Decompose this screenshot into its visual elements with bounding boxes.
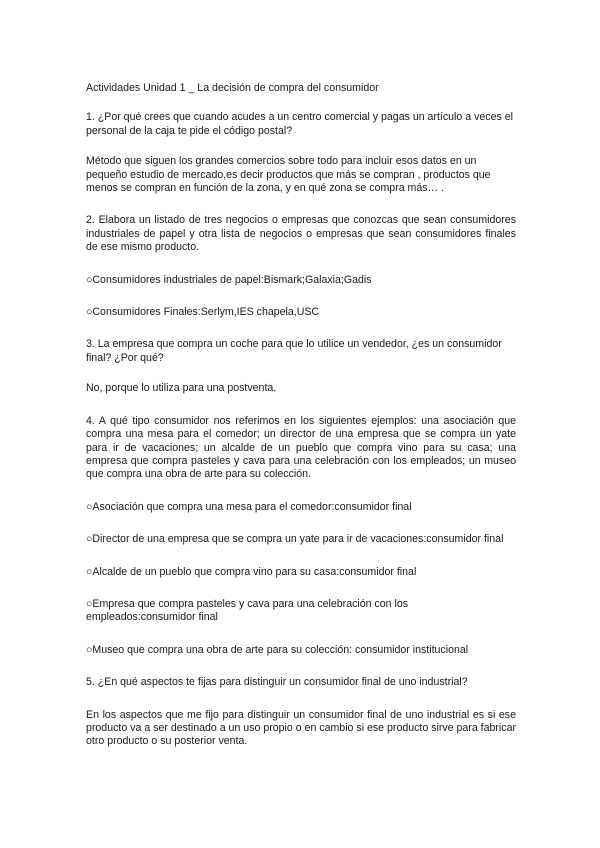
answer-2-industrial: ○Consumidores industriales de papel:Bismark;Galaxia;Gadis <box>86 273 372 286</box>
document-body <box>86 82 516 749</box>
answer-4-item: ○Director de una empresa que se compra un yate para ir de vacaciones:consumidor final <box>86 533 504 546</box>
answer-4-item: ○Asociación que compra una mesa para el comedor:consumidor final <box>86 500 412 513</box>
answer-4-item: ○Alcalde de un pueblo que compra vino para su casa:consumidor final <box>86 565 417 578</box>
answer-3: No, porque lo utiliza para una postventa. <box>86 382 277 395</box>
answer-1: Método que siguen los grandes comercios sobre todo para incluir esos datos en un pequeño estudio de mercado,es decir productos que más se compran , productos que menos se compran en función de la zona, y en qué zona se compra más… . <box>86 155 491 195</box>
answer-2-final: ○Consumidores Finales:Serlym,IES chapela,USC <box>86 306 320 319</box>
question-5: 5. ¿En qué aspectos te fijas para distinguir un consumidor final de uno industrial? <box>86 676 468 689</box>
question-1: 1. ¿Por qué crees que cuando acudes a un centro comercial y pagas un artículo a veces el personal de la caja te pide el código postal? <box>86 111 513 137</box>
question-4: 4. A qué tipo consumidor nos referimos en los siguientes ejemplos: una asociación que compra una mesa para el comedor; un director de una empresa que se compra un yate para ir de vacaciones; un alcalde de un pueblo que compra vino para su casa; una empresa que compra pasteles y cava para una celebración con los empleados; un museo que compra una obra de arte para su colección. <box>86 414 516 481</box>
document-title: Actividades Unidad 1 _ La decisión de compra del consumidor <box>86 82 379 94</box>
question-3: 3. La empresa que compra un coche para que lo utilice un vendedor, ¿es un consumidor final? ¿Por qué? <box>86 338 502 364</box>
answer-4-item: ○Museo que compra una obra de arte para su colección: consumidor institucional <box>86 643 469 656</box>
answer-4-item: ○Empresa que compra pasteles y cava para una celebración con los empleados:consumidor final <box>86 597 409 624</box>
answer-5: En los aspectos que me fijo para distinguir un consumidor final de uno industrial es si ese producto va a ser destinado a un uso propio o en cambio si ese producto sirve para fabricar otro producto o su posterior venta. <box>86 708 516 748</box>
question-2: 2. Elabora un listado de tres negocios o empresas que conozcas que sean consumidores industriales de papel y otra lista de negocios o empresas que sean consumidores finales de ese mismo producto. <box>86 214 516 254</box>
